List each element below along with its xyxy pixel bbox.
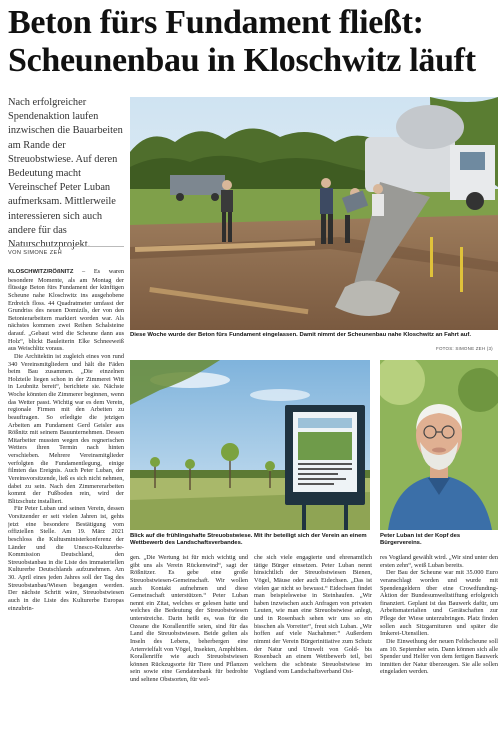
byline: VON SIMONE ZEH	[8, 246, 124, 256]
construction-photo-caption: Diese Woche wurde der Beton fürs Fundament eingelassen. Damit nimmt der Scheunenbau nahe Kloschwitz an Fahrt auf.	[130, 332, 471, 338]
col1-paragraph-3: Für Peter Luban und seinen Verein, dessen Vorsitzender er seit vielen Jahren ist, gehts jetzt eine besondere Bestätigung vom offiziellen Stelle. Am 19. März 2021 beschloss die Kultusministerkonferenz der Länder und die Unesco-Kulturerbe-Kommission Deutschland, den Streuobstanbau in die Liste des immateriellen Kulturerbe Deutschlands aufzunehmen. Am 30. April eines jeden Jahres soll der Tag des Streuobstanbau/Wiesen begangen werden. Der nächste Schritt wäre, Streuobstwiesen auch in die Liste des Kulturerbe Europas einzubrin-	[8, 505, 124, 612]
orchard-photo-image	[130, 360, 370, 530]
article-column-4	[380, 554, 498, 745]
article-intro: Nach erfolgreicher Spendenaktion laufen inzwischen die Bauarbeiten am Rande der Streuobstwiese. Auf deren Bedeutung macht Vereinschef Peter Luban aufmerksam. Mittlerweile interessieren sich auch andere für das Naturschutzprojekt.	[8, 97, 123, 251]
article-column-3	[254, 554, 372, 745]
orchard-photo	[130, 360, 370, 530]
construction-photo	[130, 97, 498, 330]
portrait-photo-image	[380, 360, 498, 530]
col4-paragraph-2: Der Bau der Scheune war mit 35.000 Euro veranschlagt worden und wurde mit Spendengeldern über eine Crowdfunding-Aktion der Bundesumweltstiftung erfolgreich finanziert. Geplant ist das Bauwerk dafür, um Arbeitsmaterialien und Gerätschaften zur Pflege der Wiese unterzubringen. Platz finden sollen auch Sitzgarnituren und später die Imkerei-Utensilien.	[380, 569, 498, 638]
portrait-photo	[380, 360, 498, 530]
construction-photo-image	[130, 97, 498, 330]
col3-paragraph-1: che sich viele engagierte und ehrenamtlich tätige Bürger einsetzen. Peter Luban nennt hinsichtlich der Streuobstwiesen Bienen, Vögel, Mäuse oder auch Eidechsen. „Das ist vielen gar nicht so bewusst.“ Eidechsen findet man beispielsweise in Steinhaufen. „Wir haben inzwischen auch Anfragen von privaten Leuten, wie man eine Streuobstwiese anlegt, und in Rosenbach sehen wir uns so ein bisschen als Vorreiter“, freut sich Luban. „Wir hoffen auf viele Nachahmer.“ Außerdem nimmt der Verein Bürgerinitiative zum Schutz der Natur und Umwelt von Gold- bis Rosenbach an einem Wettbewerb teil, bei welchem die schönste Streuobstwiese im Vogtland vom Landschaftsverband Ost-	[254, 554, 372, 676]
photo-credit: FOTOS: SIMONE ZEH (3)	[436, 346, 493, 351]
article-column-1	[8, 268, 124, 745]
col4-paragraph-3: Die Einweihung der neuen Feldscheune soll am 10. September sein. Dann können sich alle Spender und Helfer von dem fertigen Bauwerk inmitten der Natur überzeugen. Sie alle sollen eingeladen werden.	[380, 637, 498, 676]
orchard-photo-caption: Blick auf die frühlingshafte Streuobstwiese. Mit ihr beteiligt sich der Verein an einem Wettbewerb des Landschaftsverbandes.	[130, 533, 367, 547]
col1-paragraph-1: KLOSCHWITZ/RÖßNITZ – Es waren besondere Momente, als am Montag der flüssige Beton fürs Fundament der künftigen Scheune nahe Kloschwitz ins ausgehobene Erdreich floss. 44 Quadratmeter umfasst der Grundriss des neuen Domizils, der von den Betonierarbeitern markiert worden war. Als nächstes kommen zwei Reihen Schalsteine darauf. „Gebaut wird die Scheune dann aus Holz“, blickt Bauleiterin Elke Schneeweiß aus Weischlitz voraus.	[8, 268, 124, 353]
col1-paragraph-2: Die Architektin ist zugleich eines von rund 340 Vereinsmitgliedern und hält die Fäden beim Bau zusammen. „Die einzelnen Holzteile liegen schon in der Zimmerei Witt in Leubnitz bereit“, berichtete sie. Nächste Woche könnten die Zimmerer beginnen, wenn das Wetter passt. Wichtig war es dem Verein, regionale Firmen mit den Arbeiten zu beauftragen. So erledigte die jetzigen Arbeiten am Fundament Gerd Geisler aus Rößnitz mit seinem Bauunternehmen. Dessen Mitarbeiter mussten wegen des regnerischen Wetters ihren Termin nach hinten verschieben. Mehrere Vereinsmitglieder verfolgten die Fundamentlegung, einige filmten das Ereignis. Auch Peter Luban, der Vereinsvorsitzende, ließ es sich nicht nehmen, dabei zu sein. Nach den Zimmererarbeiten kommt der Fußboden rein, wird der Blitzschutz installiert.	[8, 352, 124, 505]
headline-line-2: Scheunenbau in Kloschwitz läuft	[8, 42, 476, 79]
article-column-2	[130, 554, 248, 745]
col2-paragraph-1: gen. „Die Wertung ist für mich wichtig und gibt uns als Verein Rückenwind“, sagt der Rößnitzer. Es gebe eine große Streuobstwiesen-Gemeinschaft. Wir wollen auch Kontakt aufnehmen und diese Gemeinschaft unterstützen.“ Peter Luban nennt ein Zitat, welches er gelesen hatte und welches die Bedeutung der Streuobstwiesen unterstreiche. Darin heißt es, was für die Ozeane die Korallenriffe seien, sind für das Land die Streuobstwiesen. Beide gelten als Inseln des Lebens, beherbergen eine Artenvielfalt von Vögel, Insekten, Amphibien. Korallenriffe wie auch Streuobstwiesen können Rückzugsorte für Tiere und Pflanzen sein sowie eine Gendatenbank für bedrohte und seltene Obstsorten, für wel-	[130, 554, 248, 683]
headline-line-1: Beton fürs Fundament fließt:	[8, 4, 424, 41]
col4-paragraph-1: res Vogtland gewählt wird. „Wir sind unter den ersten zehn“, weiß Luban bereits.	[380, 554, 498, 569]
portrait-photo-caption: Peter Luban ist der Kopf des Bürgervereins.	[380, 533, 461, 547]
article-headline	[8, 4, 498, 80]
dateline: KLOSCHWITZ/RÖßNITZ	[8, 269, 74, 275]
